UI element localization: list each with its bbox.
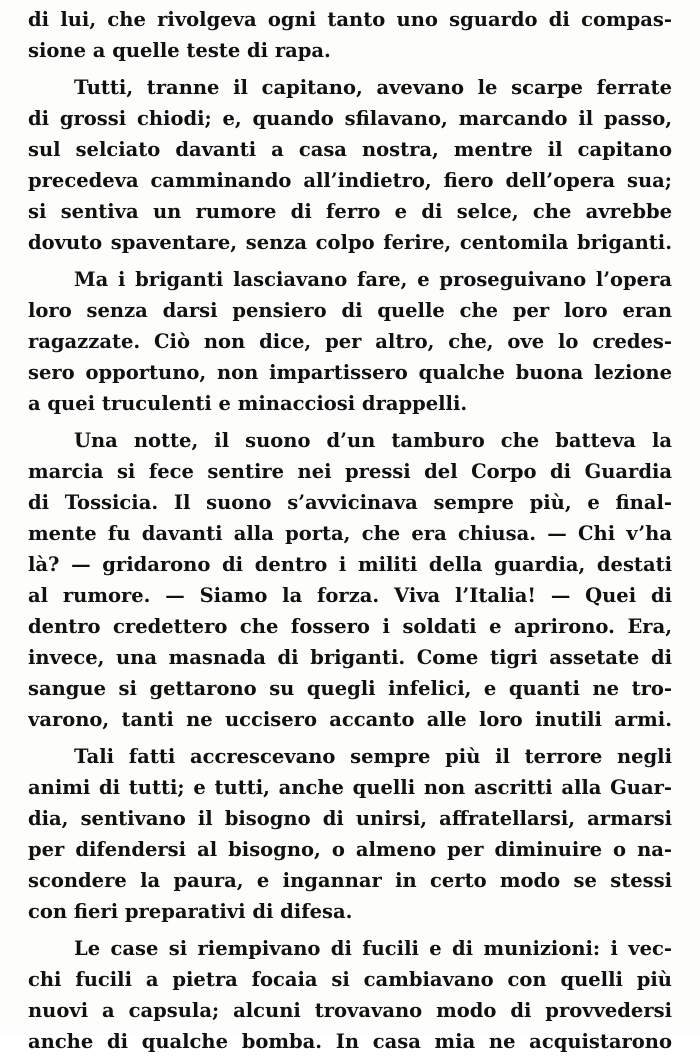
text-line: Ma i briganti lasciavano fare, e proseguivano l’opera [74,268,672,291]
text-line: Le case si riempivano di fucili e di munizioni: i vec- [74,937,672,960]
text-line: si sentiva un rumore di ferro e di selce, che avrebbe [28,200,672,223]
text-line: chi fucili a pietra focaia si cambiavano con quelli più [28,968,672,991]
text-line: ragazzate. Ciò non dice, per altro, che, ove lo credes- [28,330,672,353]
text-line: sero opportuno, non impartissero qualche buona lezione [28,361,672,384]
text-line: là? — gridarono di dentro i militi della guardia, destati [28,553,672,576]
text-line: per difendersi al bisogno, o almeno per diminuire o na- [28,838,672,861]
text-line: Tutti, tranne il capitano, avevano le scarpe ferrate [74,76,672,99]
text-line: loro senza darsi pensiero di quelle che per loro eran [28,299,672,322]
text-line: al rumore. — Siamo la forza. Viva l’Italia! — Quei di [28,584,672,607]
text-line: dentro credettero che fossero i soldati e aprirono. Era, [28,615,672,638]
text-line: a quei truculenti e minacciosi drappelli. [28,392,468,415]
paragraph-5 [28,741,672,927]
text-line: Tali fatti accrescevano sempre più il terrore negli [74,745,672,768]
text-line: invece, una masnada di briganti. Come tigri assetate di [28,646,672,669]
text-line: di grossi chiodi; e, quando sfilavano, marcando il passo, [28,107,672,130]
text-line: di Tossicia. Il suono s’avvicinava sempre più, e final- [28,491,672,514]
text-line: sul selciato davanti a casa nostra, mentre il capitano [28,138,672,161]
text-line: precedeva camminando all’indietro, fiero dell’opera sua; [28,169,672,192]
text-line: di lui, che rivolgeva ogni tanto uno sguardo di compas- [28,8,672,31]
text-line: varono, tanti ne uccisero accanto alle loro inutili armi. [28,708,672,731]
body-text [28,4,672,1063]
text-line: dia, sentivano il bisogno di unirsi, affratellarsi, armarsi [28,807,672,830]
text-line: con fieri preparativi di difesa. [28,900,353,923]
text-line: sangue si gettarono su quegli infelici, e quanti ne tro- [28,677,672,700]
paragraph-6 [28,933,672,1057]
text-line: sione a quelle teste di rapa. [28,39,331,62]
text-line: anche di qualche bomba. In casa mia ne acquistarono [28,1030,672,1053]
text-line: animi di tutti; e tutti, anche quelli non ascritti alla Guar- [28,776,672,799]
paragraph-2 [28,72,672,258]
text-line: dovuto spaventare, senza colpo ferire, centomila briganti. [28,231,672,254]
text-line: nuovi a capsula; alcuni trovavano modo di provvedersi [28,999,672,1022]
text-line: mente fu davanti alla porta, che era chiusa. — Chi v’ha [28,522,672,545]
text-line: Una notte, il suono d’un tamburo che batteva la [74,429,672,452]
paragraph-3 [28,264,672,419]
paragraph-4 [28,425,672,735]
paragraph-1 [28,4,672,66]
text-line: scondere la paura, e ingannar in certo modo se stessi [28,869,672,892]
text-line: marcia si fece sentire nei pressi del Corpo di Guardia [28,460,672,483]
